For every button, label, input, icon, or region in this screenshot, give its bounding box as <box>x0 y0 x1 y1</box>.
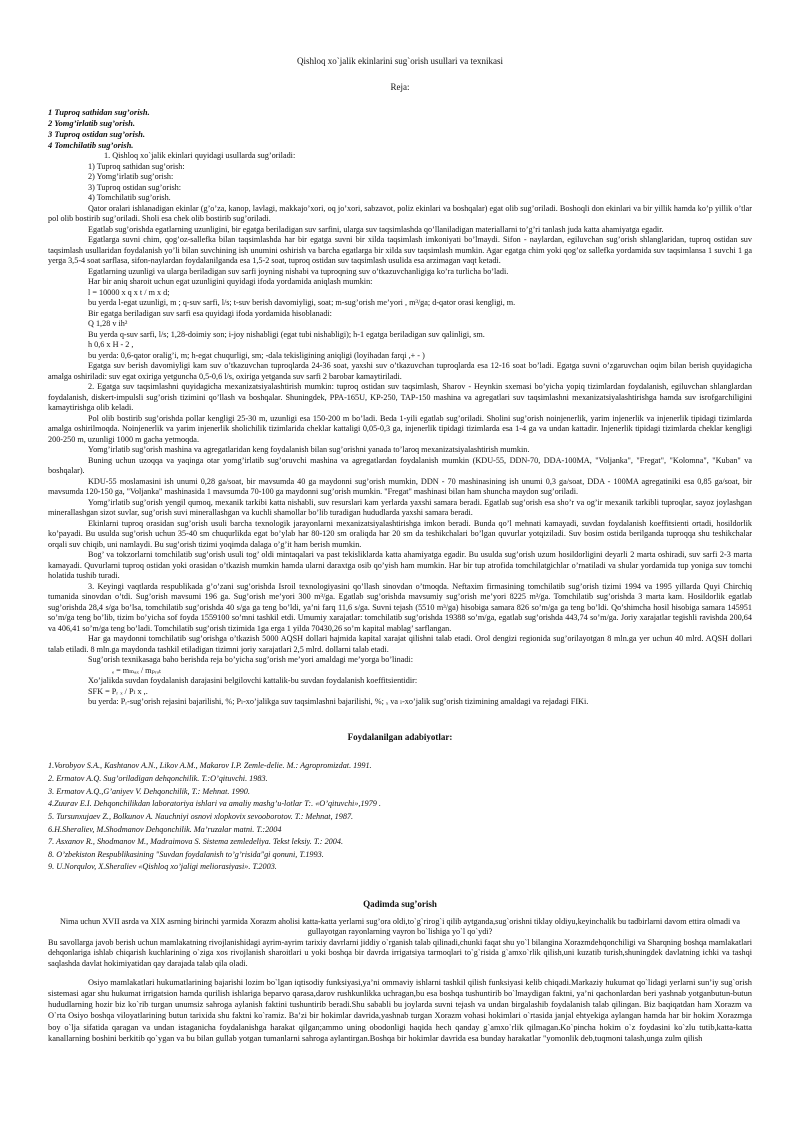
paragraph: 2. Egatga suv taqsimlashni quyidagicha mexanizatsiyalashtirish mumkin: tuproq ostidan suv taqsimlash, Sharov - Heynkin sxemasi bo’yicha yopiq tizimlardan foydalanish, egiluvchan shlanglardan foydalanish, diskert-impulsli sug’orish tizimini qo’llash va boshqalar. Shuningdek, PPA-165U, KP-250, TAP-150 mashina va agregatlari suv taqsimlashni mexanizatsiyalashtirishga hamda suv isrofgarchiligini kamaytirishga olib keladi. <box>48 382 752 413</box>
list-item: 1) Tuproq sathidan sug’orish: <box>88 161 185 171</box>
paragraph: Osiyo mamlakatlari hukumatlarining bajarishi lozim bo`lgan iqtisodiy funksiyasi,ya’ni ommaviy ishlarni tashkil qilish funksiyasi kelib chiqadi.Markaziy hukumat qo`lidagi yerlarni sun’iy sug`orish sistemasi agar shu hukumat irrigatsion hamda qurilish ishlariga beparvo qarasa,darov rushkunlikka uchragan,bu esa boshqa tushuntirib bo`lmaydigan faktni, ya’ni qachonlardan beri yashnab yotganbutun-butun hududlarning hozir biz ko`rib turgan unumsiz sahroga aylanish faktini tushuntirib beradi.Shu sababli bu joylarda suvni tejash va undan birgalashib foydalanish talab qilingan. Biz baqiqatdan ham Xorazm va O`rta Osiyo boshqa viloyatlarining butun tarixida shu faktni ko`ramiz. Ba’zi bir hokimlar davrida,yashnab turgan Xorazm vohasi hokimlari o`rtasida janjal ehtyekiga aylangan hamda har bir hokim Xorazmga boy o`lja sifatida qaragan va undan istaganicha foydalanishga harakat qilgan;ammo uning obodonligi haqida hech qanday g`amxo`rlik qilmagan.Ko`pincha hokim o`z foydasini ko`zlu tutib,katta-katta kanallarning boshini berkitib qo`ygan va bu bilan gullab yotgan tumanlarni sahroga aylantirgan.Boshqa bir hokimlar davrida esa bunday harakatlar "yomonlik deb,tuqmoni talash,unga zulm qilish <box>48 978 752 1043</box>
paragraph: KDU-55 moslamasini ish unumi 0,28 ga/soat, bir mavsumda 40 ga maydonni sug’orish mumkin, DDN - 70 mashinasining ish unumi 0,3 ga/soat, DDA - 100MA agregatiniki esa 0,85 ga/soat, bir mavsumda 120-150 ga, "Voljanka" mashinasida 1 mavsumda 70-100 ga maydonni sug’orish mumkin. "Fregat" mashinasi bilan ham shuncha maydon sug’oriladi. <box>48 476 752 497</box>
paragraph: Egatlarning uzunligi va ularga beriladigan suv sarfi joyning nishabi va tuproqning suv o’tkazuvchanligiga ko’ra turlicha bo’ladi. <box>88 266 509 276</box>
paragraph: 3. Keyingi vaqtlarda respublikada g’o’zani sug’orishda Isroil texnologiyasini qo’llash sinovdan o’tmoqda. Neftaxim firmasining tomchilatib sug’orish tizimi 1994 va 1995 yillarda Quyi Chirchiq tumanida sinovdan o’tdi. Sug’orish mavsumi 196 ga. Sug’orish me’yori 300 m³/ga. Egatlab sug’orishda mavsumiy sug’orish me’yori 8225 m³/ga. Tomchilatib sug’orishda 3 marta kam. Hosildorlik egatlab sug’orishda 28,4 s/ga bo’lsa, tomchilatib sug’orishda 40 s/ga ga teng bo’ldi, ya’ni farq 11,6 s/ga. Suvni tejash (5510 m³/ga) hisobiga samara 826 so’m/ga ga teng bo’ldi. Qo’shimcha hosil hisobiga samara 145951 so’m/ga teng bo’lib, tizim bo’yicha sof foyda 1559100 so’mni tashkil etdi. Umumiy xarajatlar: tomchilatib sug’orishda 19388 so’m/ga, egatlab sug’orishda 443,74 so’m/ga. Joriy xarajatlar tegishli ravishda 200,64 va 406,41 so’m/ga teng bo’ladi. Tomchilatib sug’orish tizimida 1ga erga 1 yilda 70430,26 so’m kapital mablag’ sarflangan. <box>48 581 752 633</box>
formula: l = 10000 x q x t / m x d; <box>88 287 170 297</box>
paragraph: Egatlab sug’orishda egatlarning uzunligini, bir egatga beriladigan suv sarfini, ularga suv taqsimlashda qo’llaniladigan materiallarni to’g’ri tanlash juda katta ahamiyatga egadir. <box>88 224 664 234</box>
paragraph: Yomg’irlatib sug’orish mashina va agregatlaridan keng foydalanish bilan sug’orishni yanada to’laroq mexanizatsiyalashtirish mumkin. <box>88 445 530 455</box>
paragraph: bu yerda: Pᵣ-sug’orish rejasini bajarilishi, %; Pₗ-xo’jalikga suv taqsimlashni bajarilishi, %; ₓ va ₗ-xo’jalik sug’orish tizimining amaldagi va rejadagi FIKi. <box>88 697 589 707</box>
plan-item: 4 Tomchilatib sug’orish. <box>48 140 134 151</box>
paragraph: Bog’ va tokzorlarni tomchilatib sug’orish usuli tog’ oldi mintaqalari va past tekisliklarda katta ahamiyatga egadir. Bu usulda sug’orish uzum hosildorligini deyarli 2 marta oshiradi, suv sarfi 2-3 marta kamayadi. Quvurlarni tuproq ostidan yoki orasidan o’tkazish mumkin hamda ularni daraxtga osib qo’yish ham mumkin. Har bir tup atrofida tomchilatgichlar o’rnatiladi va shular yordamida tup yoniga suv tomchi holatida tushib turadi. <box>48 550 752 581</box>
reference-item: 3. Ermatov A.Q.,G’aniyev V. Dehqonchilik, T.: Mehnat. 1990. <box>48 786 250 796</box>
paragraph: Yomg’irlatib sug’orish yengil qumoq, mexanik tarkibi katta nishabli, suv resurslari kam yerlarda yaxshi samara beradi. Egatlab sug’orish esa sho’r va og’ir mexanik tarkibli tuproqlar, sayoz joylashgan minerallashgan sizot suvlar, sug’orish suvi minerallashgan va kuchli shamollar bo’lib turadigan hududlarda yaxshi samara beradi. <box>48 497 752 518</box>
paragraph: 1. Qishloq xo`jalik ekinlari quyidagi usullarda sug’oriladi: <box>104 151 296 161</box>
paragraph: bu yerda: 0,6-qator oralig’i, m; h-egat chuqurligi, sm; -dala tekisligining aniqligi (loyihadan farqi ,+ - ) <box>88 350 425 360</box>
reference-item: 4.Zuurav E.I. Dehqonchilikdan laboratoriya ishlari va amaliy mashg’u-lotlar T:. «O’qituvchi»,1979 . <box>48 799 381 809</box>
reference-item: 7. Asxanov R., Shodmanov M., Madraimova S. Sistema zemledeliya. Tekst leksiy. T.: 2004. <box>48 837 344 847</box>
plan-label: Reja: <box>390 81 410 92</box>
plan-item: 1 Tuproq sathidan sug’orish. <box>48 107 150 118</box>
paragraph: Qator oralari ishlanadigan ekinlar (g’o’za, kanop, lavlagi, makkajo’xori, oq jo’xori, sabzavot, poliz ekinlari va boshqalar) egat olib sug’oriladi. Boshoqli don ekinlari va bir yillik hamda ko’p yillik o’tlar pol olib bostirib sug’oriladi. Sholi esa chek olib bostirib sug’oriladi. <box>48 203 752 224</box>
reference-item: 6.H.Sheraliev, M.Shodmanov Dehqonchilik. Ma’ruzalar matni. T.:2004 <box>48 824 282 834</box>
formula: ₑ = mₘₐₓ / mₚᵣₒₜ <box>112 665 162 675</box>
list-item: 2) Yomg’irlatib sug’orish: <box>88 172 174 182</box>
paragraph: Xo’jalikda suvdan foydalanish darajasini belgilovchi kattalik-bu suvdan foydalanish koeffitsientidir: <box>88 676 418 686</box>
paragraph: Nima uchun XVII asrda va XIX asrning birinchi yarmida Xorazm aholisi katta-katta yerlarni sug’ora oldi,to`g`rirog`i qilib aytganda,sug`orishni tiklay oldiyu,keyinchalik bu tadbirlarni davom ettira olmadi va gullayotgan rayonlarning vayron bo`lishiga yo`l qo`ydi? <box>59 916 741 937</box>
paragraph: Sug’orish texnikasaga baho berishda reja bo’yicha sug’orish me’yori amaldagi me’yorga bo’linadi: <box>88 655 413 665</box>
document-title: Qishloq xo`jalik ekinlarini sug`orish usullari va texnikasi <box>297 56 503 66</box>
paragraph: Bu yerda q-suv sarfi, l/s; 1,28-doimiy son; i-joy nishabligi (egat tubi nishabligi); h-1 egatga beriladigan suv qalinligi, sm. <box>88 329 485 339</box>
paragraph: Har bir aniq sharoit uchun egat uzunligini quyidagi ifoda yordamida aniqlash mumkin: <box>88 277 373 287</box>
document-page <box>48 52 752 1044</box>
section-heading: Qadimda sug’orish <box>363 899 437 910</box>
paragraph: bu yerda l-egat uzunligi, m ; q-suv sarfi, l/s; t-suv berish davomiyligi, soat; m-sug’orish me’yori , m³/ga; d-qator orasi kengligi, m. <box>88 298 516 308</box>
reference-item: 9. U.Norqulov, X.Sheraliev «Qishloq xo’jaligi meliorasiyasi». T.2003. <box>48 862 277 872</box>
paragraph: Egatlarga suvni chim, qog’oz-sallefka bilan taqsimlashda har bir egatga suvni bir xilda taqsimlash imkoniyati bo’lmaydi. Sifon - naylardan, egiluvchan sug’orish shlanglaridan, tuproq ostidan suv taqsimlash usullaridan foydalanish yo’li bilan suvchining ish unumini oshirish va barcha egatlarga bir xilda suv taqsimlash mumkin. Agar egatga chim yoki qog’oz sallefka yordamida suv taqsimlansa 1 suvchi 1 ga yerga 3,5-4 soat sarflasa, sifon-naylardan foydalanilganda esa 1,5-2 soat, tuproq ostidan suv taqsimlash usulida esa arzimagan vaqt ketadi. <box>48 235 752 266</box>
plan-list <box>48 107 752 151</box>
plan-item: 2 Yomg’irlatib sug’orish. <box>48 118 135 129</box>
list-item: 4) Tomchilatib sug’orish. <box>88 193 171 203</box>
paragraph: Ekinlarni tuproq orasidan sug’orish usuli barcha texnologik jarayonlarni mexanizatsiyalashtirishga imkon beradi. Bunda qo’l mehnati kamayadi, suvdan foydalanish koeffitsienti ortadi, hosildorlik ko’payadi. Bu usulda sug’orish uchun 35-40 sm chuqurlikda egat bo’ylab har 80-120 sm oraliqda har 20 sm da teshikchalari bo’lgan quvurlar yotqiziladi. Suv bosim ostida berilganda tuproqqa shu teshikchalar orqali suv chiqib, uni namlaydi. Bu sug’orish tizimi yoqimda dalaga o’g’it ham berish mumkin. <box>48 518 752 549</box>
reference-item: 1.Vorobyov S.A., Kashtanov A.N., Likov A.M., Makarov I.P. Zemle-delie. M.: Agropromizdat. 1991. <box>48 761 372 771</box>
formula: SFK = Pᵣ ₓ / Pₗ x ,. <box>88 686 148 696</box>
paragraph: Bu savollarga javob berish uchun mamlakatning rivojlanishidagi ayrim-ayrim tarixiy davrlarni jiddiy o`rganish talab qilinadi,chunki faqat shu yo`l bilangina Xorazmdehqonchiligi va Sharqning boshqa mamlakatlari dehqonlariga ishlab chiqarish kuchlarining o`ziga xos rivojlanish sharoitlari u yoki boshqa bir davrda irrigatsiya tarmoqlari to`g`risida g`amxo`rlik qilish,uni kuzatib turish,shuningdek davlatning ichki va tashqi saqlashda davlat hokimiyatidan qay darajada talab qila oladi. <box>48 937 752 968</box>
paragraph: Buning uchun uzoqqa va yaqinga otar yomg’irlatib sug’oruvchi mashina va agregatlardan foydalanish mumkin (KDU-55, DDN-70, DDA-100MA, "Voljanka", "Fregat", "Kolomna", "Kuban" va boshqalar). <box>48 455 752 476</box>
references-list <box>48 761 752 873</box>
paragraph: Pol olib bostirib sug’orishda pollar kengligi 25-30 m, uzunligi esa 150-200 m bo’ladi. Beda 1-yili egatlab sug’oriladi. Sholini sug’orish noinjenerlik, yarim injenerlik va injenerlik tipidagi tizimlarda amalga oshirilmoqda. Noinjenerlik va yarim injenerlik sholichilik tizimlarida cheklar kattaligi 0,05-0,3 ga, injenerlik tipidagi tizimlarda esa 1-4 ga va undan kattadir. Injenerlik tipidagi tizimlarda cheklar kengligi 200-250 m, uzunligi 1000 m gacha yetmoqda. <box>48 413 752 444</box>
paragraph: Har ga maydonni tomchilatib sug’orishga o’tkazish 5000 AQSH dollari hajmida kapital xarajat qilishni talab etadi. Orol dengizi regionida sug’orilayotgan 8 mln.ga yer uchun 40 mlrd. AQSH dollari talab etiladi. 8 mln.ga maydonda tashkil etiladigan tizimni joriy xarajatlari 2,5 mlrd. dollarni talab etadi. <box>48 634 752 654</box>
paragraph: Bir egatga beriladigan suv sarfi esa quyidagi ifoda yordamida hisoblanadi: <box>88 308 332 318</box>
paragraph: Egatga suv berish davomiyligi kam suv o’tkazuvchan tuproqlarda 24-36 soat, yaxshi suv o’tkazuvchan tuproqlarda esa 12-16 soat bo’ladi. Egatga suvni o’zgaruvchan oqim bilan berish quyidagicha amalga oshiriladi: suv egat oxiriga yetguncha 0,5-0,6 l/s, oxiriga yetganda suv sarfi 2 barobar kamaytiriladi. <box>48 361 752 381</box>
reference-item: 8. O’zbekiston Respublikasining "Suvdan foydalanish to’g’risida"gi qonuni, T.1993. <box>48 849 324 859</box>
reference-item: 5. Tursunxujaev Z., Bolkunov A. Nauchniyi osnovi xlopkovix sevooborotov. T.: Mehnat, 1987. <box>48 811 354 821</box>
formula: Q 1,28 v ih² <box>88 319 128 329</box>
reference-item: 2. Ermatov A.Q. Sug’oriladigan dehqonchilik. T.:O’qituvchi. 1983. <box>48 773 268 783</box>
list-item: 3) Tuproq ostidan sug’orish: <box>88 182 182 192</box>
plan-item: 3 Tuproq ostidan sug’orish. <box>48 129 145 140</box>
references-heading: Foydalanilgan adabiyotlar: <box>347 731 453 742</box>
formula: h 0,6 x H - 2 , <box>88 340 134 350</box>
